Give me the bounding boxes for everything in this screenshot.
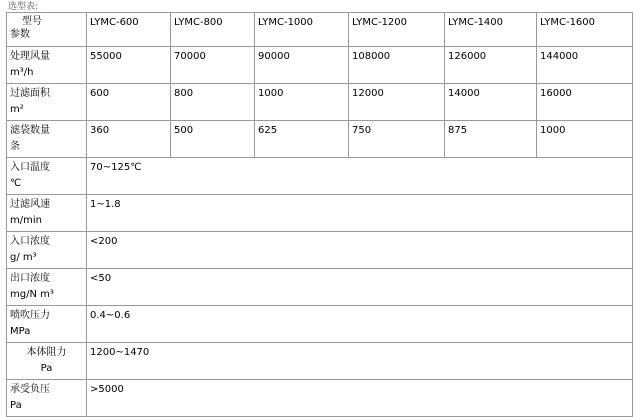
- row-label: 过滤面积 m²: [7, 84, 87, 121]
- table-row: [7, 84, 633, 121]
- table-row: [7, 269, 633, 306]
- header-model: LYMC-1000: [255, 13, 349, 47]
- row-label: 入口浓度 g/ m³: [7, 232, 87, 269]
- table-row: [7, 343, 633, 380]
- row-label: 本体阻力 Pa: [7, 343, 87, 380]
- row-label: 喷吹压力 MPa: [7, 306, 87, 343]
- row-value: <50: [87, 269, 633, 306]
- row-value: 70000: [171, 47, 255, 84]
- row-value: 1~1.8: [87, 195, 633, 232]
- selection-table: [6, 12, 633, 417]
- row-value: 1200~1470: [87, 343, 633, 380]
- row-label: 过滤风速 m/min: [7, 195, 87, 232]
- row-value: 875: [445, 121, 537, 158]
- row-value: 12000: [349, 84, 445, 121]
- header-model: LYMC-1400: [445, 13, 537, 47]
- row-value: 144000: [537, 47, 633, 84]
- row-label: 处理风量 m³/h: [7, 47, 87, 84]
- table-row: [7, 158, 633, 195]
- row-value: 600: [87, 84, 171, 121]
- header-model: LYMC-800: [171, 13, 255, 47]
- row-value: >5000: [87, 380, 633, 417]
- table-row: [7, 47, 633, 84]
- row-value: 70~125℃: [87, 158, 633, 195]
- row-value: 126000: [445, 47, 537, 84]
- header-param-title: 型号: [22, 16, 42, 27]
- header-model: LYMC-1600: [537, 13, 633, 47]
- table-row: [7, 232, 633, 269]
- table-row: [7, 121, 633, 158]
- header-row: [7, 13, 633, 47]
- row-value: 108000: [349, 47, 445, 84]
- row-value: 0.4~0.6: [87, 306, 633, 343]
- table-row: [7, 195, 633, 232]
- table-caption: 选型表:: [8, 2, 39, 12]
- row-label: 承受负压 Pa: [7, 380, 87, 417]
- row-value: 55000: [87, 47, 171, 84]
- row-value: 14000: [445, 84, 537, 121]
- row-value: 360: [87, 121, 171, 158]
- row-label: 出口浓度 mg/N m³: [7, 269, 87, 306]
- header-param-cell: [7, 13, 87, 47]
- row-value: 800: [171, 84, 255, 121]
- row-value: 1000: [537, 121, 633, 158]
- row-value: 1000: [255, 84, 349, 121]
- row-value: 750: [349, 121, 445, 158]
- header-model: LYMC-600: [87, 13, 171, 47]
- row-value: 90000: [255, 47, 349, 84]
- header-model: LYMC-1200: [349, 13, 445, 47]
- row-value: <200: [87, 232, 633, 269]
- row-label: 滤袋数量 条: [7, 121, 87, 158]
- row-value: 500: [171, 121, 255, 158]
- row-value: 625: [255, 121, 349, 158]
- row-label: 入口温度 ℃: [7, 158, 87, 195]
- header-param-sub: 参数: [10, 29, 30, 40]
- table-row: [7, 306, 633, 343]
- row-value: 16000: [537, 84, 633, 121]
